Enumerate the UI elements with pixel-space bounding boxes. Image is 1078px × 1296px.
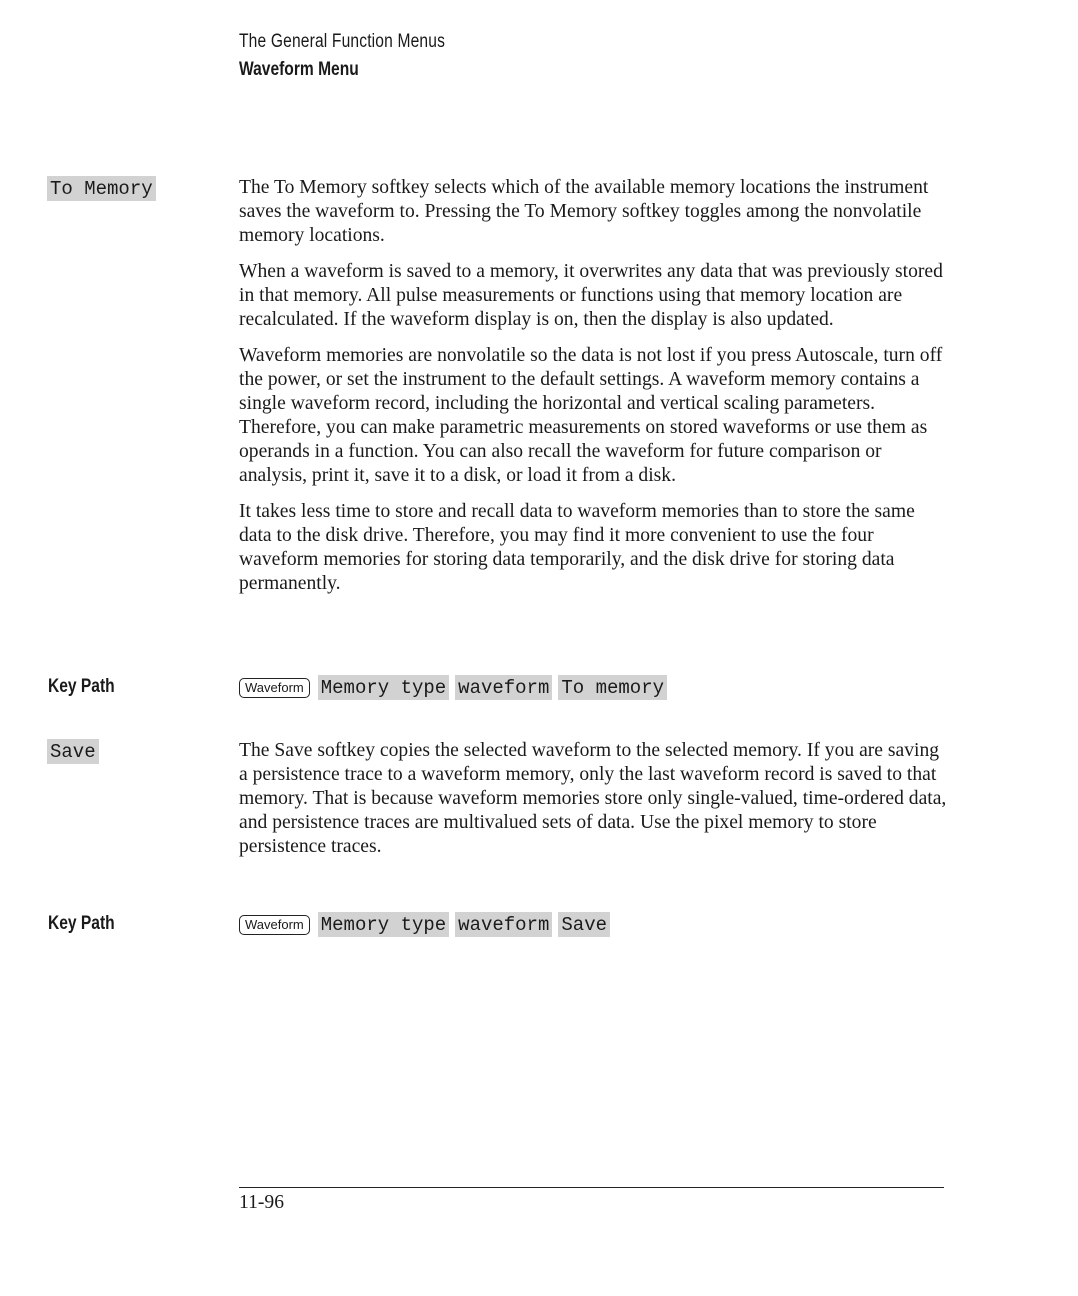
to-memory-paragraph: It takes less time to store and recall data to waveform memories than to store the same data to the disk drive. Therefore, you may find it more convenient to use the four waveform memories for storing data temporarily, and the disk drive for storing data permanently. xyxy=(239,501,915,594)
to-memory-paragraph: The To Memory softkey selects which of the available memory locations the instrument saves the waveform to. Pressing the To Memory softkey toggles among the nonvolatile memory locations. xyxy=(239,177,929,246)
save-path-softkey: Save xyxy=(558,912,610,937)
save-key-path xyxy=(239,912,616,937)
key-path-label: Key Path xyxy=(48,913,115,934)
to-memory-paragraph: When a waveform is saved to a memory, it overwrites any data that was previously stored in that memory. All pulse measurements or functions using that memory location are recalculated. If the waveform display is on, then the display is also updated. xyxy=(239,261,943,330)
to-memory-key-path xyxy=(239,675,673,700)
save-softkey: Save xyxy=(47,739,99,764)
to-memory-description xyxy=(239,176,949,608)
save-paragraph: The Save softkey copies the selected waveform to the selected memory. If you are saving a persistence trace to a waveform memory, only the last waveform record is saved to that memory. That is because waveform memories store only single-valued, time-ordered data, and persistence traces are multivalued sets of data. Use the pixel memory to store persistence traces. xyxy=(239,740,947,857)
memory-type-softkey: Memory type xyxy=(318,912,449,937)
waveform-hardkey: Waveform xyxy=(239,915,310,935)
running-head: The General Function Menus xyxy=(239,31,446,52)
to-memory-paragraph: Waveform memories are nonvolatile so the data is not lost if you press Autoscale, turn off the power, or set the instrument to the default settings. A waveform memory contains a single waveform record, including the horizontal and vertical scaling parameters. Therefore, you can make parametric measurements on stored waveforms or use them as operands in a function. You can also recall the waveform for future comparison or analysis, print it, save it to a disk, or load it from a disk. xyxy=(239,345,943,486)
key-path-label: Key Path xyxy=(48,676,115,697)
save-description xyxy=(239,739,949,871)
to-memory-path-softkey: To memory xyxy=(558,675,667,700)
waveform-softkey: waveform xyxy=(455,912,552,937)
waveform-softkey: waveform xyxy=(455,675,552,700)
memory-type-softkey: Memory type xyxy=(318,675,449,700)
footer-rule xyxy=(239,1187,944,1188)
to-memory-softkey: To Memory xyxy=(47,176,156,201)
page-number: 11-96 xyxy=(239,1192,284,1213)
waveform-hardkey: Waveform xyxy=(239,678,310,698)
section-title: Waveform Menu xyxy=(239,59,359,80)
